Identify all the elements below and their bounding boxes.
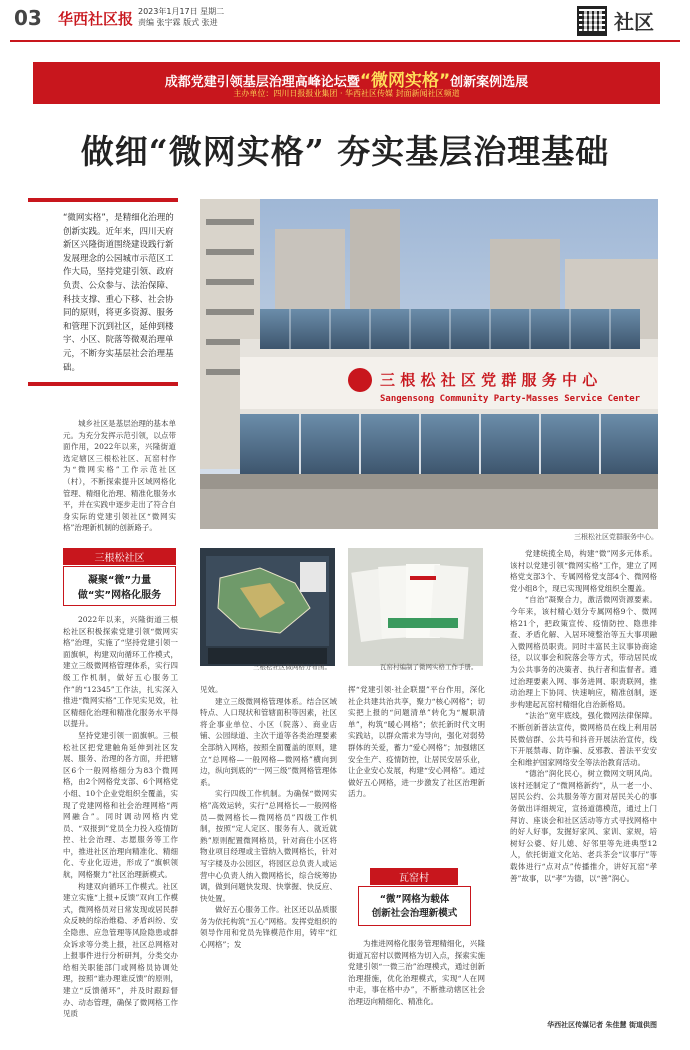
lead-top-rule <box>28 198 178 202</box>
banner-organizers: 主办单位：四川日报报业集团 · 华西社区传媒 封面新闻社区频道 <box>233 89 460 98</box>
section1-title-1: 凝聚“微”力量 <box>87 575 152 586</box>
article-column-4 <box>510 548 657 1016</box>
section1-title-2: 做“实”网格化服务 <box>77 590 162 601</box>
article-column-3a <box>348 684 485 852</box>
main-photo <box>200 199 658 529</box>
section-heading-wayao <box>358 886 471 926</box>
col1-paragraph: 坚持党建引领一面旗帜。三根松社区把党建触角延伸到社区发展、服务、治理的各方面，并把辖区6个一般网格细分为83个微网格，由2个网格党支部、6个网格党小组、10个企业党组织全覆盖，实现了党建网格和社会治理网格“两网融合”。同时调动网格内党员、“双报到”党员全力投入疫情防控、社会治理、志愿服务等工作中，推进社区治理向精准化、精细化、专业化迈进，形成了“旗帜领航，网格聚力”社区治理新模式。 <box>63 730 178 880</box>
intro-text: 城乡社区是基层治理的基本单元。为充分发挥示范引领，以点带面作用，2022年以来，兴隆街道选定辖区三根松社区、瓦窑村作为“微网实格”工作示范社区（村），不断探索提升区域网格化管理、精细化治理、精准化服务水平，并在实践中逐步走出了符合自身实际的党建引领社区“微网实格”治理新机制的创新路子。 <box>63 419 176 533</box>
handbook-caption: 瓦窑村编制了微网实格工作手册。 <box>380 663 478 671</box>
col2-paragraph: 实行四级工作机制。为确保“微网实格”高效运转，实行“总网格长—一般网格员—微网格长—微网格员”四级工作机制，按照“定人定区、服务有人、就近就熟”原则配置微网格员，针对商住小区将物业项目经理或主管纳入微网格长，针对写字楼及办公园区，将园区总负责人或运营中心负责人纳入微网格长，综合统筹协调，做到问题快发现、快掌握、快反应、快处置。 <box>200 789 337 903</box>
page-number: 03 <box>14 6 42 30</box>
lead-bottom-rule <box>28 382 178 386</box>
photo-caption: 三根松社区党群服务中心。 <box>574 533 658 541</box>
article-column-2 <box>200 684 337 1034</box>
event-banner <box>33 62 660 104</box>
section-tag-sangensong: 三根松社区 <box>63 548 176 565</box>
issue-info <box>138 6 224 28</box>
section-tag-wayao: 瓦窑村 <box>370 868 458 885</box>
section-title: 社区 <box>614 10 654 34</box>
banner-title-pre: 成都党建引领基层治理高峰论坛暨 <box>164 75 360 90</box>
handbook-image <box>348 548 483 666</box>
byline: 华西社区传媒记者 朱佳慧 街道供图 <box>547 1021 657 1029</box>
banner-title-post: 创新案例选展 <box>450 75 529 90</box>
col2-paragraph: 建立三级微网格管理体系。结合区域特点、人口现状和管辖面积等因素，社区将企事业单位、小区（院落）、商业店铺、公园绿道、主次干道等各类治理要素全部纳入网格，按照全面覆盖的原则，建立“总网格—一般网格—微网格”横向到边，纵向到底的“一网三级”微网格管理体系。 <box>200 696 337 787</box>
section2-title-2: 创新社会治理新模式 <box>371 908 458 919</box>
issue-date: 2023年1月17日 星期二 <box>138 7 225 16</box>
col2-paragraph: 见效。 <box>200 685 223 694</box>
intro-paragraph <box>63 418 176 534</box>
article-column-1 <box>63 614 178 1034</box>
banner-title-highlight: “微网实格” <box>359 71 451 91</box>
col4-paragraph: “德治”润化民心，树立微网文明风尚。该村还制定了“微网格新约”，从一老一小、居民公约、公共服务等方面对居民关心的事务做出详细规定，宣扬道德模范，通过上门拜访、座谈会和社区活动等方式寻找网格中的好人好事，发掘好家风、家训、家规，培树好公婆、好儿媳、好邻里等先进典型12人，依托街道文化站、老兵茶会“议事厅”等载体进行“点对点”传播推介，讲好瓦窑“孝善”故事，以“孝”为德，以“善”润心。 <box>510 769 657 883</box>
handbook-photo <box>348 548 483 666</box>
grid-map-caption: 三根松社区微网格分布图。 <box>253 663 331 671</box>
service-center-photo <box>200 199 658 529</box>
sign-english: Sangensong Community Party-Masses Service Center <box>380 394 641 404</box>
col3a-paragraph: 挥“党建引领·社企联盟”平台作用，深化社企共建共治共享，聚力“核心网格”；切实把上报的“问题清单”转化为“履职清单”，构筑“暖心网格”；依托新时代文明实践站，以群众需求为导向，强化对弱势群体的关爱，蓄力“爱心网格”；加强辖区安全生产、疫情防控，让居民安居乐业，让企业安心发展，构建“安心网格”。通过做好五心网格，进一步激发了社区治理新活力。 <box>348 685 485 799</box>
lead-paragraph: “微网实格”，是精细化治理的创新实践。近年来，四川天府新区兴隆街道围绕建设践行新发展理念的公园城市示范区工作大局，坚持党建引领、政府负责、公众参与、法治保障、科技支撑、重心下移、社会协同的原则，将更多资源、服务和管理下沉到社区，延伸到楼宇、小区、院落等微观治理单元，不断夯实基层社会治理基础。 <box>63 213 174 373</box>
grid-map-photo <box>200 548 335 666</box>
headline: 做细“微网实格” 夯实基层治理基础 <box>80 132 610 171</box>
col2-paragraph: 做好五心服务工作。社区还以品质服务为依托构筑“五心”网格。发挥党组织的领导作用和党员先锋模范作用，铸牢“红心网格”；发 <box>200 905 337 950</box>
paper-logo: 华西社区报 <box>58 10 134 28</box>
col4-paragraph: 党建统揽全局，构建“微”网多元体系。该村以党建引领“微网实格”工作，建立了网格党支部3个、专属网格党支部4个、微网格党小组8个，现已实现网格党组织全覆盖。 <box>510 549 657 593</box>
sign-chinese: 三 根 松 社 区 党 群 服 务 中 心 <box>380 371 598 389</box>
grid-map-image <box>200 548 335 666</box>
editors: 责编 张宇霖 版式 张进 <box>138 18 218 27</box>
col3b-paragraph: 为推进网格化服务管理精细化，兴隆街道瓦窑村以微网格为切入点，探索实施党建引领“一微三治”治理模式，通过创新治理措施，优化治理模式，实现“人在网中走，事在格中办”，不断推动辖区社会治理迈向精细化、精准化。 <box>348 939 485 1006</box>
col4-paragraph: “法治”宽牢底线，强化微网法律保障。不断创新普法宣传，微网格员在线上利用居民微信群、公共号和抖音开展法治宣传，线下开展禁毒、防诈骗、反邪教、普法平安安全和维护国家网络安全等法治教育活动。 <box>510 711 657 767</box>
qr-code-icon <box>577 6 607 36</box>
section2-title-1: “微”网格为载体 <box>379 894 450 905</box>
header-rule <box>10 40 680 42</box>
col4-paragraph: “自治”凝聚合力，激活微网资源要素。今年来，该村精心划分专属网格9个、微网格21个，把政策宣传、疫情防控、隐患排查、矛盾化解、入居环境整治等五大事项融入微网格员职责。同时丰富民主议事协商途径，以议事会和院落会等方式，带动居民成为公共事务的决策者、执行者和监督者。通过治理要素入网、事务进网、职责联网，推动治理上下协同、快速响应，精准创制，逐步构建起瓦窑村精细化自治新格局。 <box>510 595 657 709</box>
section-heading-sangensong <box>63 566 176 606</box>
article-column-3b <box>348 938 485 1034</box>
col1-paragraph: 2022年以来，兴隆街道三根松社区积极探索党建引领“微网实格”治理，实施了“坚持党建引领一面旗帜，构建双向循环工作模式，建立三级微网格管理体系，实行四级工作机制，做好五心服务工作”的“12345”工作法，扎实深入推进“微网实格”工作见实见效，社区精细化治理和精准化服务水平得以提升。 <box>63 615 178 729</box>
col1-paragraph: 构建双向循环工作模式。社区建立实施“上报+反馈”双向工作模式，微网格员对日常发现或居民群众反映的综治维稳、矛盾纠纷、安全隐患、应急管理等风险隐患或群众诉求等分类上报，社区总网格对上报事件进行分析研判，分类交办给相关职能部门或网格员协调处理，按照“谁办理谁反馈”的原则，建立“反馈循环”，并及时跟踪督办、动态管理，确保了微网格工作见质 <box>63 881 178 1019</box>
